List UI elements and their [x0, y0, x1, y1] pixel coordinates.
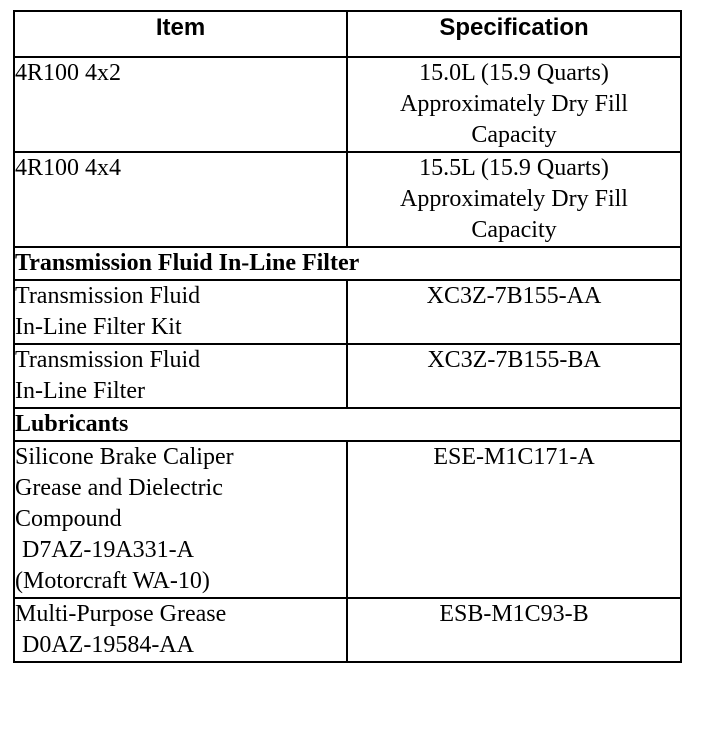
spec-text: Approximately Dry Fill: [400, 91, 628, 117]
table-row: [14, 441, 681, 598]
section-row-filter: [14, 247, 681, 280]
item-cell: [14, 441, 347, 598]
item-text: Transmission Fluid: [15, 347, 201, 373]
spec-text: Capacity: [471, 122, 557, 148]
item-cell: [14, 344, 347, 408]
header-row: [14, 11, 681, 57]
table-row: [14, 280, 681, 344]
spec-text: 15.0L (15.9 Quarts): [419, 60, 609, 86]
item-text: 4R100 4x4: [15, 155, 122, 181]
item-text: In-Line Filter Kit: [15, 314, 182, 340]
table-row: [14, 344, 681, 408]
spec-text: Capacity: [471, 217, 557, 243]
item-text: Grease and Dielectric: [15, 475, 223, 501]
spec-cell: [347, 598, 681, 662]
specification-table: [13, 10, 682, 663]
item-cell: [14, 280, 347, 344]
spec-text: Approximately Dry Fill: [400, 186, 628, 212]
section-title: Lubricants: [14, 408, 681, 441]
item-text: 4R100 4x2: [15, 60, 122, 86]
spec-text: ESE-M1C171-A: [433, 444, 595, 470]
specification-column-header: Specification: [347, 11, 681, 57]
item-cell: [14, 152, 347, 247]
table-row: [14, 57, 681, 152]
spec-text: XC3Z-7B155-AA: [426, 283, 602, 309]
spec-cell: [347, 57, 681, 152]
item-text: Compound: [15, 506, 122, 532]
spec-text: ESB-M1C93-B: [439, 601, 589, 627]
table-row: [14, 152, 681, 247]
part-number-text: D0AZ-19584-AA: [22, 632, 194, 658]
item-text: Transmission Fluid: [15, 283, 201, 309]
table-row: [14, 598, 681, 662]
item-text: (Motorcraft WA-10): [15, 568, 210, 594]
part-number-text: D7AZ-19A331-A: [22, 537, 194, 563]
spec-text: XC3Z-7B155-BA: [427, 347, 601, 373]
spec-cell: [347, 280, 681, 344]
spec-cell: [347, 441, 681, 598]
item-column-header: Item: [14, 11, 347, 57]
item-text: In-Line Filter: [15, 378, 145, 404]
item-text: Multi-Purpose Grease: [15, 601, 227, 627]
item-cell: [14, 598, 347, 662]
spec-cell: [347, 152, 681, 247]
section-title: Transmission Fluid In-Line Filter: [14, 247, 681, 280]
spec-text: 15.5L (15.9 Quarts): [419, 155, 609, 181]
item-text: Silicone Brake Caliper: [15, 444, 234, 470]
item-cell: [14, 57, 347, 152]
spec-cell: [347, 344, 681, 408]
section-row-lubricants: [14, 408, 681, 441]
